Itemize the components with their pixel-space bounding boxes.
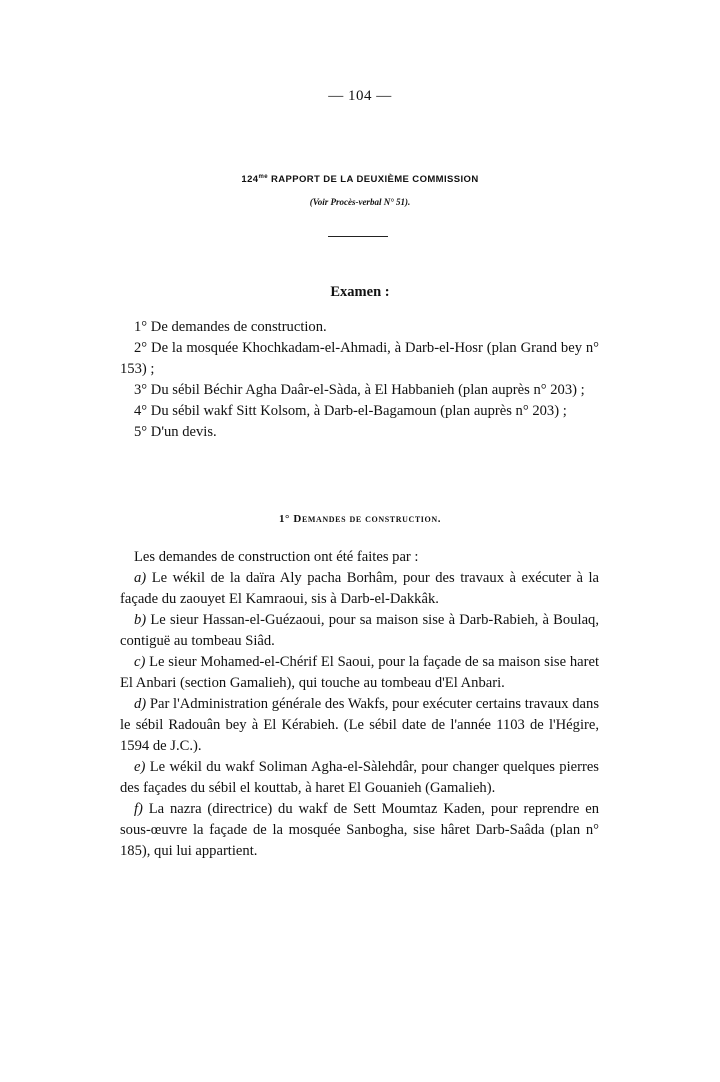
exam-item — [120, 338, 599, 380]
request-text: Le sieur Hassan-el-Guézaoui, pour sa maison sise à Darb-Rabieh, à Boulaq, contiguë au tombeau Siâd. — [120, 612, 599, 649]
request-text: Par l'Administration générale des Wakfs, pour exécuter certains travaux dans le sébil Radouân bey à El Kérabieh. (Le sébil date de l'année 1103 de l'Hégire, 1594 de J.C.). — [120, 696, 599, 754]
requests-intro: Les demandes de construction ont été faites par : — [134, 549, 419, 565]
exam-item — [120, 380, 599, 401]
request-letter: b) — [134, 612, 147, 628]
report-title-number: 124 — [241, 174, 259, 185]
request-text: La nazra (directrice) du wakf de Sett Moumtaz Kaden, pour reprendre en sous-œuvre la façade de la mosquée Sanbogha, sise hâret Darb-Saâda (plan n° 185), qui lui appartient. — [120, 801, 599, 859]
request-letter: a) — [134, 570, 147, 586]
exam-item — [120, 401, 599, 422]
exam-item-text: Du sébil wakf Sitt Kolsom, à Darb-el-Bagamoun (plan auprès n° 203) ; — [150, 403, 567, 419]
exam-item-number: 5° — [134, 424, 148, 440]
exam-item-number: 2° — [134, 340, 148, 356]
request-letter: d) — [134, 696, 147, 712]
request-text: Le sieur Mohamed-el-Chérif El Saoui, pour la façade de sa maison sise haret El Anbari (section Gamalieh), qui touche au tombeau d'El Anbari. — [120, 654, 599, 691]
page-number: — 104 — — [328, 88, 392, 104]
report-title — [0, 174, 720, 185]
exam-item-text: De la mosquée Khochkadam-el-Ahmadi, à Darb-el-Hosr (plan Grand bey n° 153) ; — [120, 340, 600, 377]
exam-item-number: 4° — [134, 403, 148, 419]
exam-item-text: De demandes de construction. — [150, 319, 327, 335]
sub-heading-demandes — [0, 513, 720, 525]
exam-item-number: 1° — [134, 319, 148, 335]
request-item — [120, 694, 599, 757]
request-letter: f) — [134, 801, 143, 817]
exam-item-text: D'un devis. — [150, 424, 217, 440]
sub-heading-text: Demandes de construction. — [293, 513, 442, 525]
request-text: Le wékil de la daïra Aly pacha Borhâm, pour des travaux à exécuter à la façade du zaouyet El Kamraoui, sis à Darb-el-Dakkâk. — [120, 570, 599, 607]
request-item — [120, 568, 599, 610]
report-title-ordinal: me — [258, 174, 268, 180]
report-title-text: RAPPORT DE LA DEUXIÈME COMMISSION — [267, 174, 479, 185]
exam-item — [120, 422, 599, 443]
request-item — [120, 610, 599, 652]
requests-list — [120, 547, 599, 862]
sub-heading-number: 1° — [278, 513, 291, 525]
request-letter: c) — [134, 654, 146, 670]
request-item — [120, 652, 599, 694]
request-item — [120, 757, 599, 799]
exam-items-list — [120, 317, 599, 443]
exam-item-number: 3° — [134, 382, 148, 398]
request-item — [120, 799, 599, 862]
exam-item-text: Du sébil Béchir Agha Daâr-el-Sàda, à El Habbanieh (plan auprès n° 203) ; — [150, 382, 585, 398]
divider-rule — [328, 236, 388, 237]
exam-item — [120, 317, 599, 338]
request-letter: e) — [134, 759, 146, 775]
section-heading-examen: Examen : — [330, 284, 390, 300]
report-subtitle: (Voir Procès-verbal N° 51). — [309, 197, 411, 207]
request-text: Le wékil du wakf Soliman Agha-el-Sàlehdâr, pour changer quelques pierres des façades du sébil el kouttab, à haret El Gouanieh (Gamalieh). — [120, 759, 599, 796]
